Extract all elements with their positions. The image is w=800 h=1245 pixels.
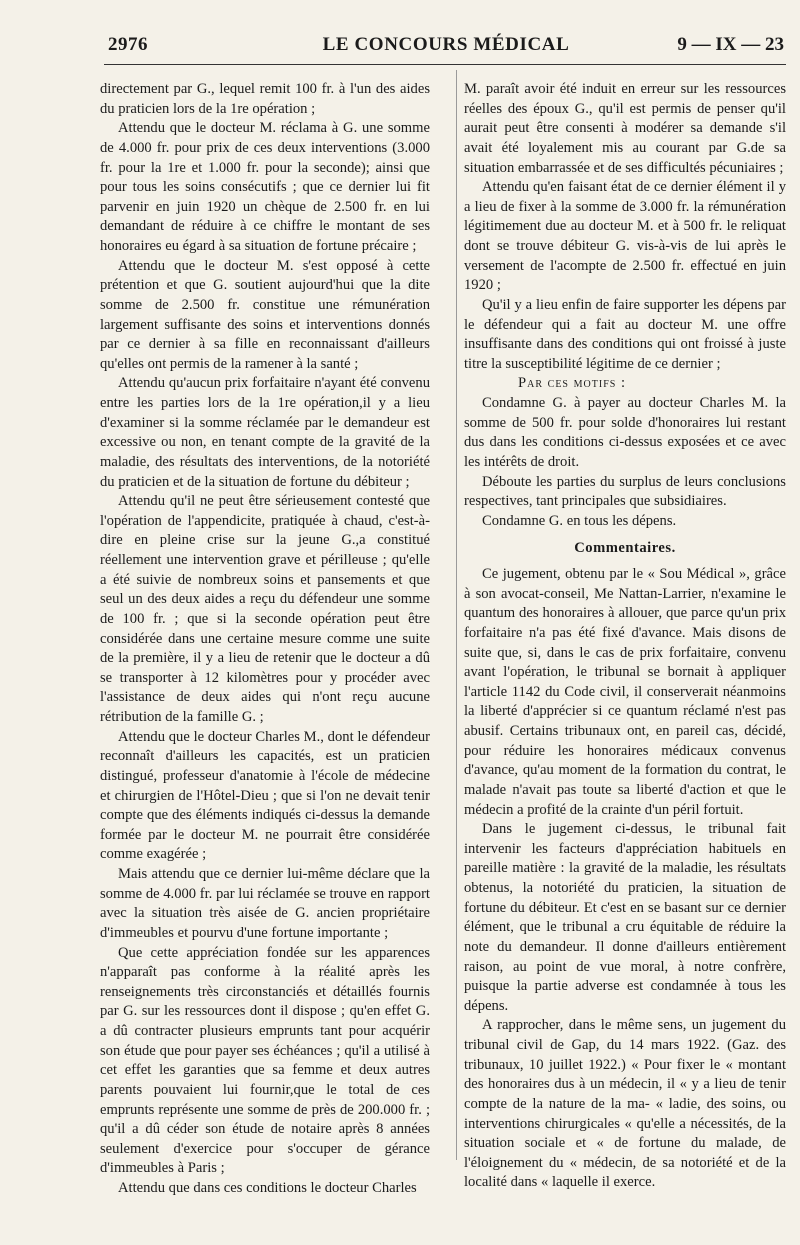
paragraph: Que cette appréciation fondée sur les apparences n'apparaît pas conforme à la réalité après les renseignements très circonstanciés et détaillés fournis par G. sur les ressources dont il dispose ; qu'en effet G. a dû contracter plusieurs emprunts tant pour acquérir son étude que pour payer ses échéances ; qu'il a utilisé à cet effet les garanties que sa femme et deux autres parents pouvaient lui fournir,que le total de ces emprunts représente une somme de près de 200.000 fr. ; qu'il a dû céder son étude de notaire après 8 années seulement d'exercice pour s'occuper de gérance d'immeubles à Paris ; xyxy=(100,944,430,1177)
left-column xyxy=(100,80,430,1196)
paragraph: Attendu que le docteur Charles M., dont le défendeur reconnaît d'ailleurs les capacités, est un praticien distingué, professeur d'anatomie à l'école de médecine et chirurgien de l'Hôtel-Dieu ; que si l'on ne devait tenir compte que des éléments indiqués ci-dessus la demande formée par le docteur M. ne pourrait être considérée comme exagérée ; xyxy=(100,728,430,863)
paragraph: Attendu qu'en faisant état de ce dernier élément il y a lieu de fixer à la somme de 3.000 fr. la rémunération légitimement due au docteur M. et à 500 fr. le reliquat dont se trouve débiteur G. vis-à-vis de lui après le versement de l'acompte de 2.500 fr. effectué en juin 1920 ; xyxy=(464,179,786,294)
paragraph: Attendu que dans ces conditions le docteur Charles xyxy=(118,1180,417,1196)
header-rule xyxy=(104,64,786,65)
paragraph: Mais attendu que ce dernier lui-même déclare que la somme de 4.000 fr. par lui réclamée se trouve en rapport avec la situation très aisée de G. ancien propriétaire d'immeubles et pourvu d'une fortune importante ; xyxy=(100,866,430,941)
column-divider xyxy=(456,70,457,1160)
motifs-heading: Par ces motifs : xyxy=(518,375,627,392)
paragraph: Attendu qu'aucun prix forfaitaire n'ayant été convenu entre les parties lors de la 1re opération,il y a lieu d'examiner si la somme réclamée par le demandeur est excessive ou non, en tenant compte de la gravité de la maladie, des résultats des interventions, de la notoriété du praticien et de la situation de fortune du débiteur ; xyxy=(100,375,430,490)
page-header xyxy=(108,34,784,60)
journal-title: LE CONCOURS MÉDICAL xyxy=(322,34,570,55)
paragraph: Ce jugement, obtenu par le « Sou Médical », grâce à son avocat-conseil, Me Nattan-Larrier, n'examine le quantum des honoraires à allouer, que parce qu'un prix forfaitaire n'a pas été fixé d'avance. Mais disons de suite que, si, dans le cas de prix forfaitaire, convenu avant l'opération, le tribunal se bornait à appliquer l'article 1142 du Code civil, il conserverait néanmoins la liberté d'apprécier si ce quantum réclamé n'est pas abusif. Certains tribunaux ont, en pareil cas, décidé, pour réduire les honoraires médicaux convenus d'avance, qu'au moment de la formation du contrat, le malade n'avait pas toute sa liberté d'action et que le médecin a profité de la crainte d'un péril fortuit. xyxy=(464,566,786,818)
paragraph: Attendu que le docteur M. réclama à G. une somme de 4.000 fr. pour prix de ces deux interventions (3.000 fr. pour la 1re et 1.000 fr. pour la seconde); ainsi que pour tous les soins consécutifs ; que ce dernier lui fit parvenir en juin 1920 un chèque de 2.500 fr. en lui demandant de réduire à ce chiffre le montant de ses honoraires eu égard à sa situation de fortune précaire ; xyxy=(100,120,430,254)
paragraph: Condamne G. en tous les dépens. xyxy=(482,512,677,529)
commentary-heading: Commentaires. xyxy=(574,540,676,557)
paragraph: Attendu que le docteur M. s'est opposé à cette prétention et que G. soutient aujourd'hui que la dite somme de 2.500 fr. constitue une rémunération largement suffisante des soins et interventions donnés par ce dernier à sa fille en reconnaissant d'ailleurs qu'elles ont permis de la ramener à la santé ; xyxy=(100,257,430,372)
paragraph: Attendu qu'il ne peut être sérieusement contesté que l'opération de l'appendicite, pratiquée à chaud, c'est-à-dire en pleine crise sur la jeune G.,a constitué réellement une intervention grave et périlleuse ; qu'elle a été suivie de nombreux soins et pansements et que seul un des deux aides a reçu du défendeur une somme de 100 fr. ; que si la seconde opération peut être considérée dans une certaine mesure comme une suite de la première, il y a lieu de retenir que le docteur a dû se transporter à 12 kilomètres pour y procéder avec l'assistance de deux aides qui n'ont reçu aucune rétribution de la famille G. ; xyxy=(100,493,430,725)
paragraph: Déboute les parties du surplus de leurs conclusions respectives, tant principales que subsidiaires. xyxy=(464,473,786,510)
paragraph: Dans le jugement ci-dessus, le tribunal fait intervenir les facteurs d'appréciation habituels en pareille matière : la gravité de la maladie, les résultats obtenus, la notoriété du praticien, la situation de fortune du débiteur. Et c'est en se basant sur ce dernier élément, que le tribunal a cru équitable de réduire la note du demandeur. Il donne d'ailleurs entièrement raison, au point de vue moral, à notre confrère, puisque la partie adverse est condamnée à tous les dépens. xyxy=(464,821,786,1014)
right-column xyxy=(464,80,786,1191)
issue-date: 9 — IX — 23 xyxy=(677,34,784,55)
paragraph: Condamne G. à payer au docteur Charles M. la somme de 500 fr. pour solde d'honoraires lui restant dus dans les conditions ci-dessus exposées et ce avec les intérêts de droit. xyxy=(464,395,786,470)
paragraph: A rapprocher, dans le même sens, un jugement du tribunal civil de Gap, du 14 mars 1922. (Gaz. des tribunaux, 10 juillet 1922.) « Pour fixer le « montant des honoraires dus à un médecin, il « y a lieu de tenir compte de la nature de la ma- « ladie, des soins, ou interventions chirurgicales « qu'elle a nécessités, de la situation sociale et « de fortune du malade, de l'éloignement du « médecin, de sa notoriété et de la localité dans « laquelle il exerce. xyxy=(464,1017,786,1191)
paragraph: Qu'il y a lieu enfin de faire supporter les dépens par le défendeur qui a fait au docteur M. une offre insuffisante dans des conditions qui ont froissé à juste titre la susceptibilité légitime de ce dernier ; xyxy=(464,296,786,372)
paragraph: directement par G., lequel remit 100 fr. à l'un des aides du praticien lors de la 1re opération ; xyxy=(100,81,430,117)
paragraph: M. paraît avoir été induit en erreur sur les ressources réelles des époux G., qu'il est permis de penser qu'il aurait peut être consenti à modérer sa demande s'il avait été loyalement mis au courant par G.de sa situation embarrassée et de ses difficultés pécuniaires ; xyxy=(464,81,786,176)
page-number: 2976 xyxy=(108,34,148,55)
